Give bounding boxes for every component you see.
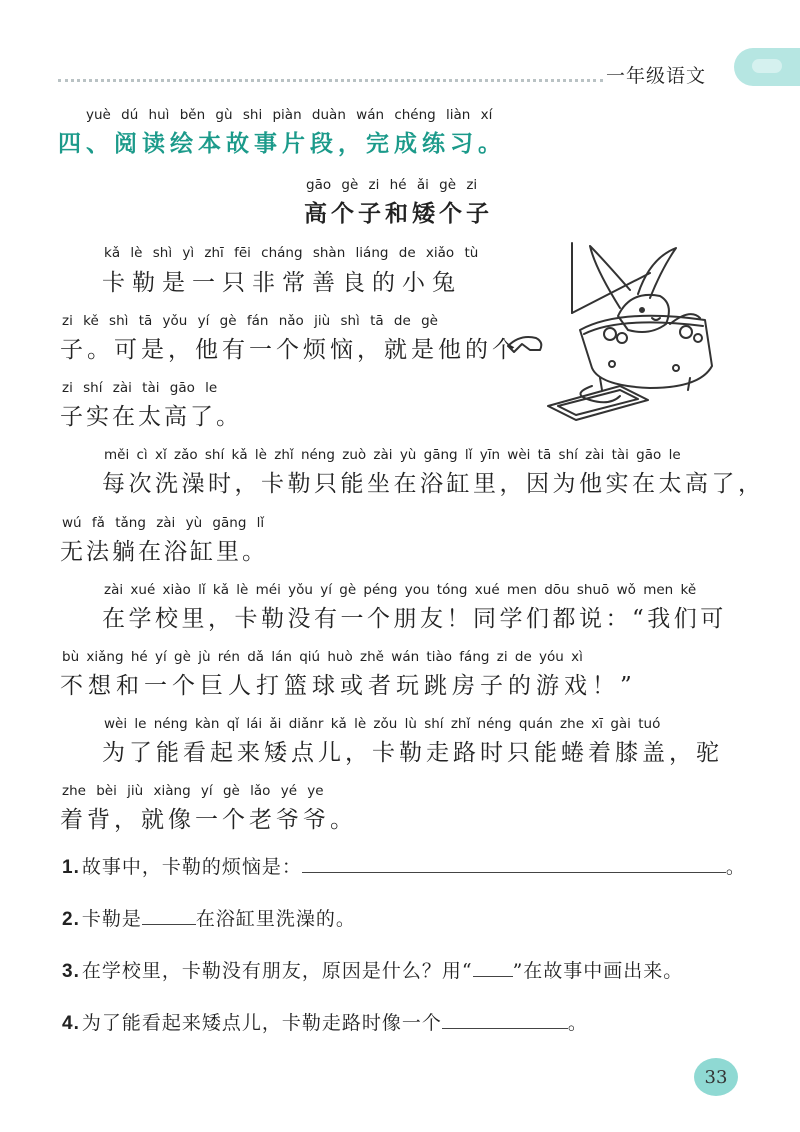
story-line-3: 子实在太高了。 — [60, 404, 242, 430]
story-line-5-pinyin: wú fǎ tǎng zài yù gāng lǐ — [62, 515, 265, 531]
rabbit-bathtub-illustration — [500, 238, 740, 428]
question-3 — [62, 956, 683, 983]
story-title-pinyin: gāo gè zi hé ǎi gè zi — [306, 177, 478, 193]
story-line-4: 每次洗澡时，卡勒只能坐在浴缸里，因为他实在太高了， — [102, 471, 765, 497]
story-line-8-pinyin: wèi le néng kàn qǐ lái ǎi diǎnr kǎ lè zǒu lù shí zhǐ néng quán zhe xī gài tuó — [104, 716, 661, 732]
story-line-1-pinyin: kǎ lè shì yì zhī fēi cháng shàn liáng de xiǎo tù — [104, 245, 479, 261]
story-line-8: 为了能看起来矮点儿，卡勒走路时只能蜷着膝盖，驼 — [102, 740, 723, 766]
question-3-number: 3. — [62, 961, 80, 982]
story-line-5: 无法躺在浴缸里。 — [60, 539, 268, 565]
story-line-6-pinyin: zài xué xiào lǐ kǎ lè méi yǒu yí gè péng you tóng xué men dōu shuō wǒ men kě — [104, 582, 697, 598]
question-1-text: 故事中，卡勒的烦恼是： — [81, 856, 302, 878]
story-line-7-pinyin: bù xiǎng hé yí gè jù rén dǎ lán qiú huò zhě wán tiào fáng zi de yóu xì — [62, 649, 583, 665]
question-4 — [62, 1008, 588, 1035]
section-heading-pinyin: yuè dú huì běn gù shi piàn duàn wán chéng liàn xí — [86, 107, 493, 123]
question-3-text-after: ”在故事中画出来。 — [512, 960, 684, 982]
question-1-number: 1. — [62, 857, 80, 878]
story-title: 高个子和矮个子 — [304, 200, 493, 227]
question-4-text-before: 为了能看起来矮点儿，卡勒走路时像一个 — [81, 1012, 442, 1034]
header-dotted-rule — [58, 79, 603, 82]
question-2-answer-blank[interactable] — [142, 906, 196, 925]
story-line-3-pinyin: zi shí zài tài gāo le — [62, 380, 218, 396]
story-line-1: 卡勒是一只非常善良的小兔 — [102, 270, 462, 296]
story-line-9: 着背，就像一个老爷爷。 — [60, 807, 357, 833]
question-4-text-after: 。 — [567, 1012, 588, 1034]
question-1-end: 。 — [725, 856, 746, 878]
section-heading: 四、阅读绘本故事片段，完成练习。 — [58, 130, 506, 157]
question-2-number: 2. — [62, 909, 80, 930]
question-1-answer-blank[interactable] — [302, 854, 726, 873]
story-line-2-pinyin: zi kě shì tā yǒu yí gè fán nǎo jiù shì tā de gè — [62, 313, 438, 329]
question-3-text-before: 在学校里，卡勒没有朋友，原因是什么？用“ — [81, 960, 473, 982]
question-4-number: 4. — [62, 1013, 80, 1034]
story-line-2: 子。可是，他有一个烦恼，就是他的个 — [60, 337, 519, 363]
story-line-7: 不想和一个巨人打篮球或者玩跳房子的游戏！” — [60, 673, 637, 699]
question-4-answer-blank[interactable] — [442, 1010, 568, 1029]
question-2-text-before: 卡勒是 — [81, 908, 142, 930]
story-line-9-pinyin: zhe bèi jiù xiàng yí gè lǎo yé ye — [62, 783, 324, 799]
question-3-underline-sample — [473, 958, 513, 977]
story-line-6: 在学校里，卡勒没有一个朋友！同学们都说：“我们可 — [102, 606, 727, 632]
page-number: 33 — [694, 1058, 738, 1096]
question-2-text-after: 在浴缸里洗澡的。 — [195, 908, 356, 930]
grade-label: 一年级语文 — [606, 66, 707, 87]
grade-tab-decoration — [734, 48, 800, 86]
question-2 — [62, 904, 356, 931]
story-line-4-pinyin: měi cì xǐ zǎo shí kǎ lè zhǐ néng zuò zài yù gāng lǐ yīn wèi tā shí zài tài gāo le — [104, 447, 681, 463]
question-1 — [62, 852, 746, 879]
